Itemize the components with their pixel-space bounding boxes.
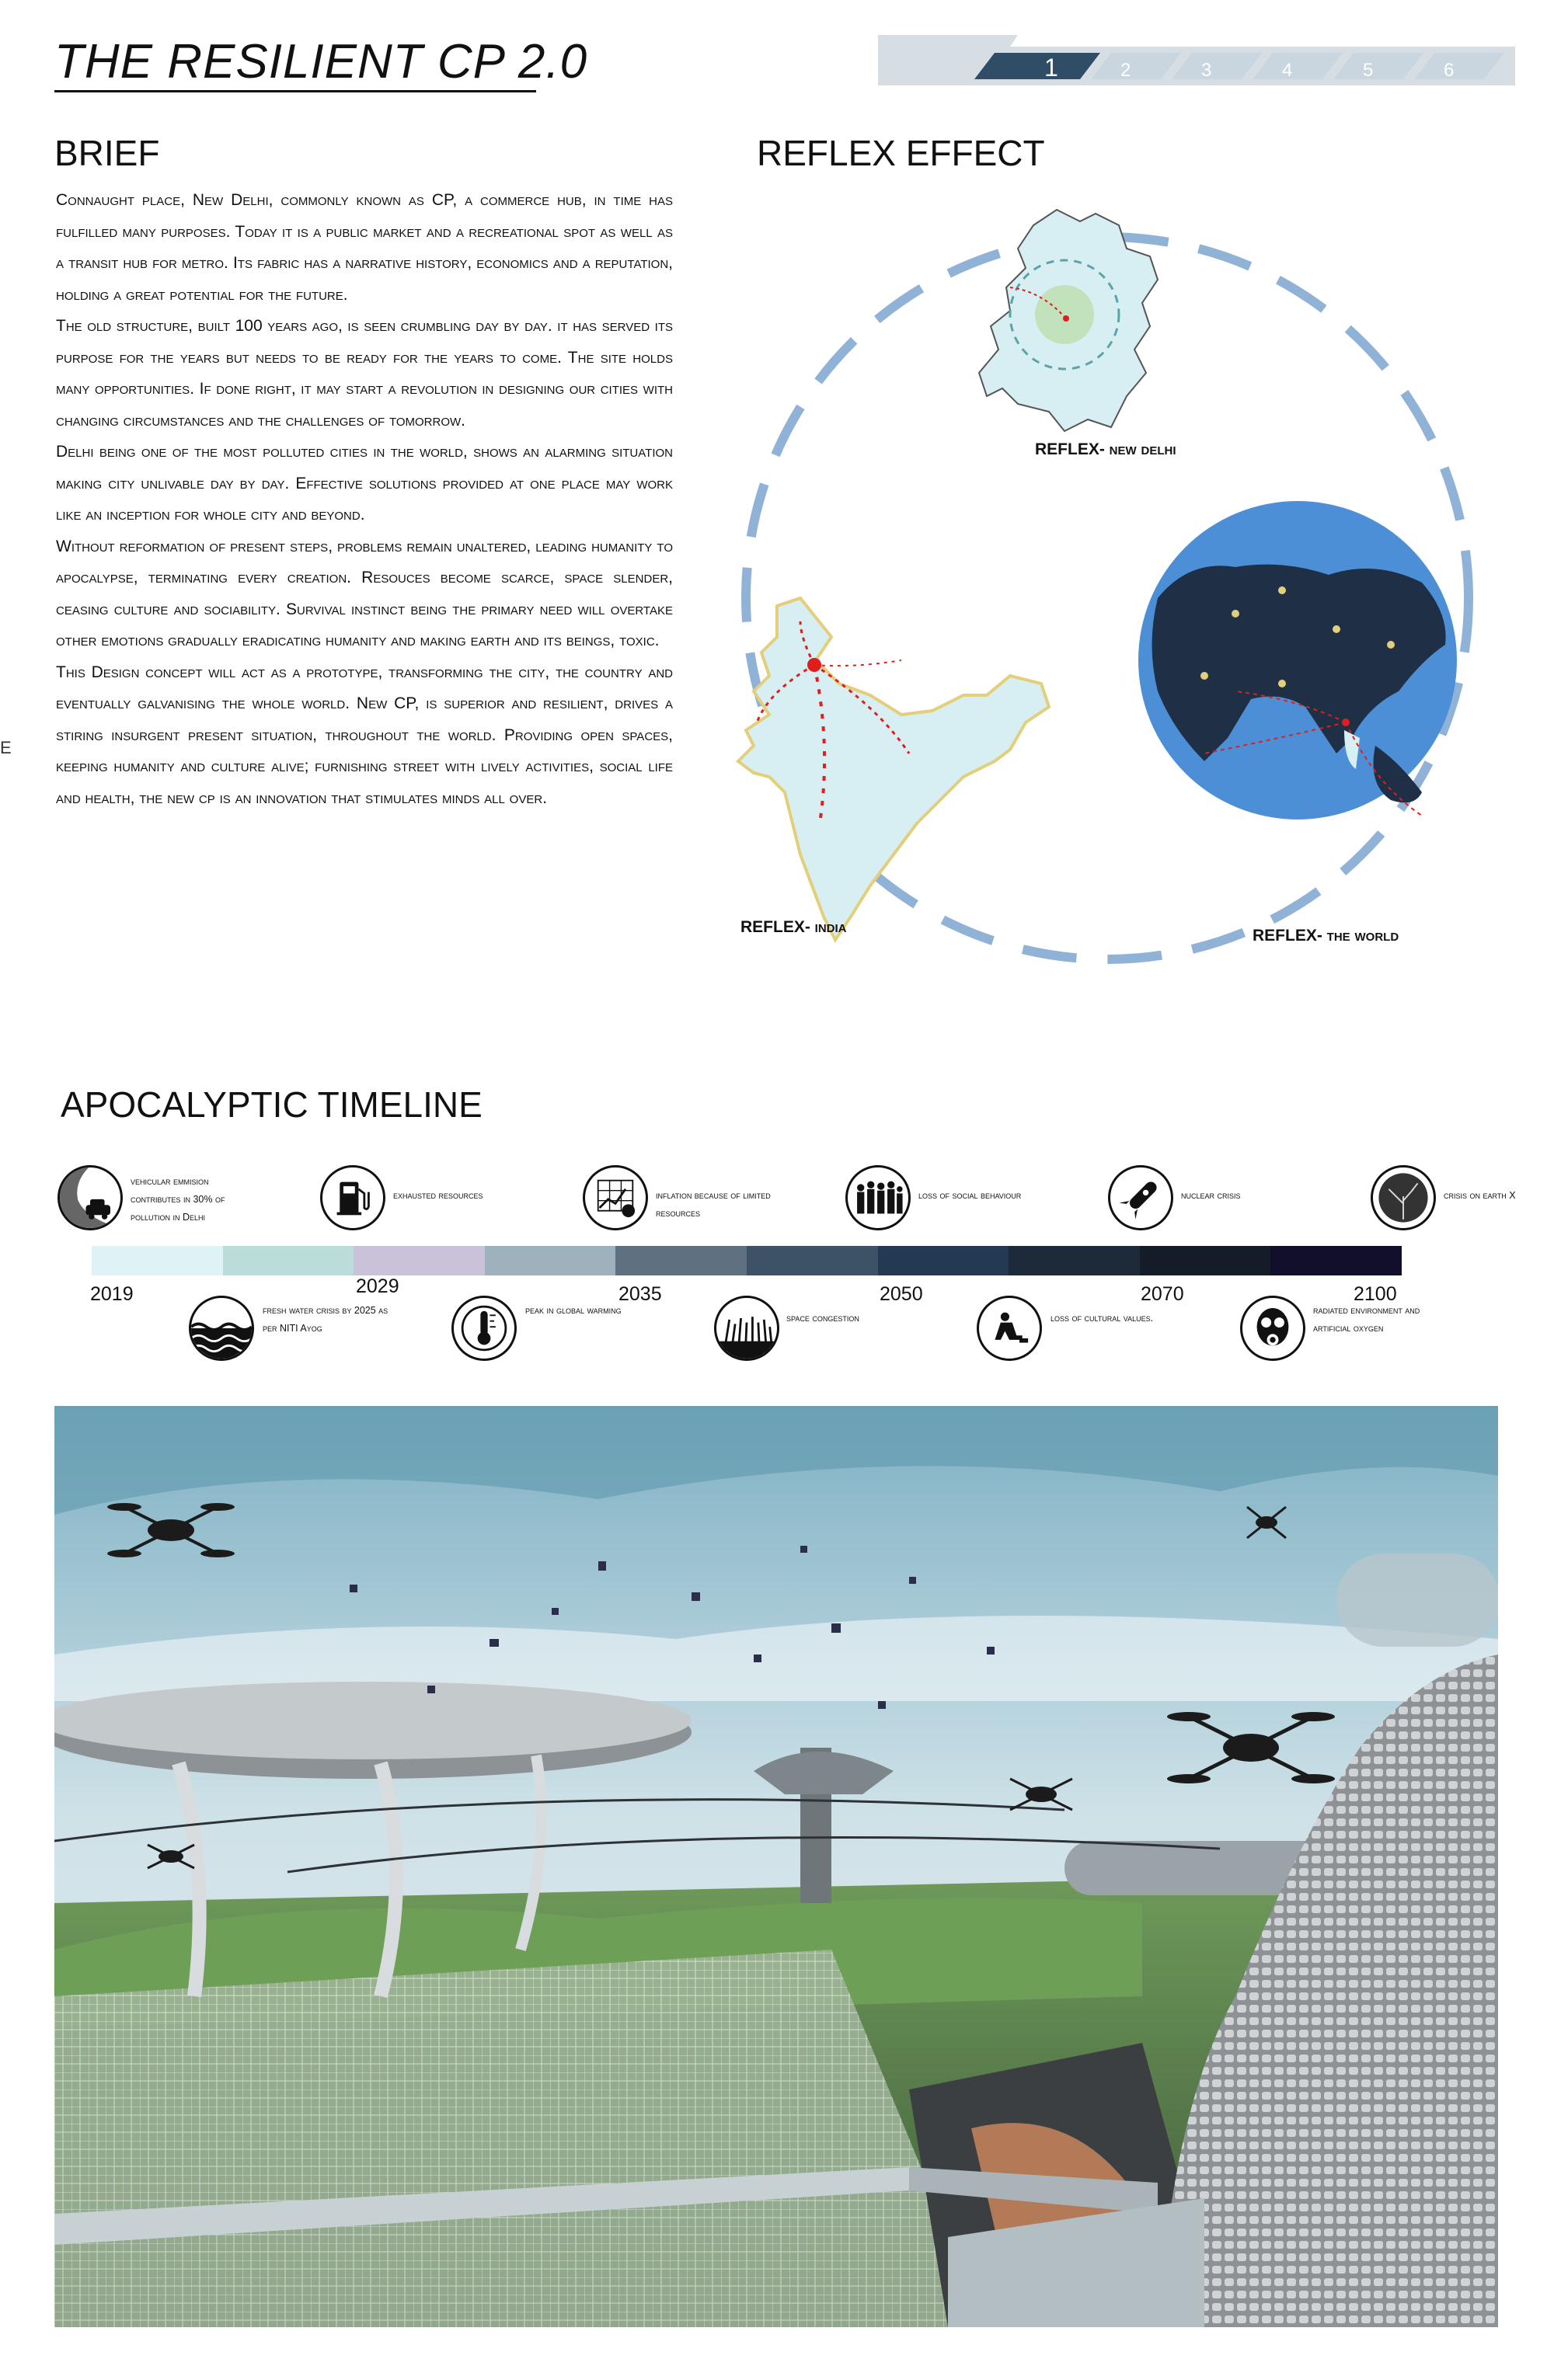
thermometer-icon (451, 1296, 517, 1361)
timeline-event-text: peak in global warming (525, 1305, 622, 1316)
reflex-heading: REFLEX EFFECT (757, 133, 1045, 173)
delhi-map (979, 210, 1158, 431)
timeline-event-text: fresh water crisis by 2025 as per NITI Ayog (263, 1305, 388, 1334)
fuel-pump-icon (320, 1165, 385, 1230)
timeline-event-text: crisis on earth X (1444, 1190, 1516, 1201)
timeline-segment (223, 1246, 354, 1275)
timeline-event-text: space congestion (786, 1313, 859, 1324)
timeline-event-text: loss of cultural values. (1051, 1313, 1154, 1324)
timeline-year: 2019 (90, 1283, 134, 1305)
nav-label-4: 4 (1282, 60, 1293, 81)
reflex-diagram (692, 194, 1523, 979)
brief-paragraph: Without reformation of present steps, problems remain unaltered, leading humanity to apocalypse, terminating every creation. Resouces become scarce, space slender, ceasing culture and sociability. Survival instinct being the primary need will overtake other emotions gradually eradicating humanity and making earth and its beings, toxic. (56, 537, 673, 649)
page-title: THE RESILIENT CP 2.0 (54, 35, 588, 89)
timeline-segment (1140, 1246, 1271, 1275)
nav-label-3: 3 (1201, 60, 1212, 81)
kneeling-person-icon (977, 1296, 1042, 1361)
timeline-event-text: radiated environment and artificial oxygen (1313, 1305, 1420, 1334)
brief-paragraph: Connaught place, New Delhi, commonly known as CP, a commerce hub, in time has fulfilled many purposes. Today it is a public market and a recreational spot as well as a transit hub for metro. Its fabric has a narrative history, economics and a reputation, holding a great potential for the future. (56, 191, 673, 304)
timeline-event-text: inflation because of limited resources (656, 1190, 771, 1219)
page-navigation (878, 31, 1515, 89)
brief-paragraph: Delhi being one of the most polluted cities in the world, shows an alarming situation making city unlivable day by day. Effective solutions provided at one place may work like an inception for whole city and beyond. (56, 443, 673, 524)
reflex-label-world: REFLEX- the world (1253, 927, 1399, 945)
dead-tree-icon (1371, 1165, 1436, 1230)
timeline-year: 2100 (1354, 1283, 1397, 1305)
brief-text (56, 185, 673, 814)
timeline-year: 2035 (618, 1283, 662, 1305)
timeline-segment (92, 1246, 223, 1275)
water-waves-icon (189, 1296, 254, 1361)
timeline-segment (615, 1246, 747, 1275)
gas-mask-icon (1240, 1296, 1305, 1361)
car-smog-icon (57, 1165, 123, 1230)
timeline-segment (354, 1246, 485, 1275)
title-underline (54, 90, 536, 92)
timeline-heading: APOCALYPTIC TIMELINE (61, 1084, 483, 1125)
nav-label-1: 1 (1044, 54, 1058, 82)
timeline-year: 2029 (356, 1275, 399, 1297)
nav-label-5: 5 (1363, 60, 1374, 81)
brief-paragraph: The old structure, built 100 years ago, is seen crumbling day by day. it has served its purpose for the years but needs to be ready for the years to come. The site holds many opportunities. If done right, it may start a revolution in designing our cities with changing circumstances and the challenges of tomorrow. (56, 317, 673, 430)
timeline-event-text: loss of social behaviour (918, 1190, 1022, 1201)
reflex-label-india: REFLEX- india (740, 918, 847, 936)
nav-page-1[interactable] (974, 53, 1100, 79)
world-globe (1138, 501, 1457, 819)
timeline-event-text: vehicular emmision contributes in 30% of pollution in Delhi (131, 1176, 225, 1223)
architectural-render-image (54, 1406, 1498, 2327)
side-mark: E (0, 738, 12, 757)
timeline-event-text: nuclear crisis (1181, 1190, 1241, 1201)
timeline-event-text: exhausted resources (393, 1190, 483, 1201)
nav-label-6: 6 (1444, 60, 1455, 81)
timeline-segment (878, 1246, 1009, 1275)
timeline-segment (1270, 1246, 1402, 1275)
crowd-icon (845, 1165, 911, 1230)
nav-label-2: 2 (1120, 60, 1131, 81)
timeline-segment (485, 1246, 616, 1275)
congestion-icon (714, 1296, 779, 1361)
timeline-segment (1009, 1246, 1140, 1275)
timeline-bar (92, 1246, 1402, 1275)
brief-heading: BRIEF (54, 133, 160, 173)
missile-icon (1108, 1165, 1173, 1230)
timeline-segment (747, 1246, 878, 1275)
timeline-year: 2070 (1141, 1283, 1184, 1305)
reflex-label-delhi: REFLEX- new delhi (1035, 440, 1176, 458)
inflation-chart-icon (583, 1165, 648, 1230)
brief-paragraph: This Design concept will act as a prototype, transforming the city, the country and eventually galvanising the whole world. New CP, is superior and resilient, drives a stiring insurgent present situation, throughout the world. Providing open spaces, keeping humanity and culture alive; furnishing street with lively activities, social life and health, the new cp is an innovation that stimulates minds all over. (56, 663, 673, 807)
timeline-year: 2050 (880, 1283, 923, 1305)
